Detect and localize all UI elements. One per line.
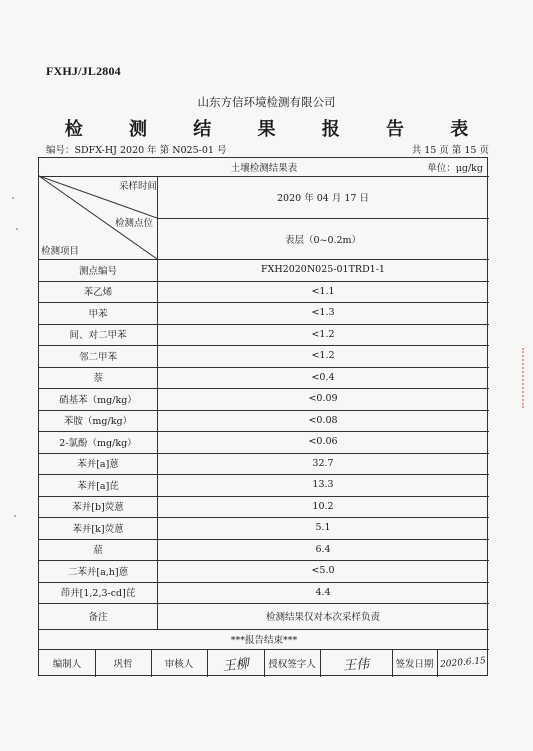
row-value: <0.09 [308,393,338,405]
row-value: <5.0 [311,565,335,577]
sampling-layer: 表层（0~0.2m） [284,234,362,246]
table-rule [157,324,158,346]
table-rule [157,302,158,324]
scan-speck [16,228,18,230]
row-value: <1.2 [311,350,335,362]
table-caption: 土壤检测结果表 [230,163,298,174]
row-value: <1.3 [311,307,335,319]
row-item: 间、对二甲苯 [69,330,127,342]
scan-speck [12,197,14,199]
report-end-note: ***报告结束*** [230,635,298,646]
results-table [38,157,488,676]
row-value: 10.2 [312,500,334,512]
table-rule [157,345,158,367]
table-rule [157,560,158,582]
row-value: 13.3 [312,479,334,491]
report-number: 编号：SDFX-HJ 2020 年 第 N025-01 号 [46,145,227,156]
table-rule [157,474,158,496]
row-item: 苯并[k]荧蒽 [72,523,124,535]
table-rule [157,496,158,518]
row-value: 检测结果仅对本次采样负责 [265,612,380,623]
row-item: 测点编号 [78,265,117,277]
row-value: <0.06 [308,436,338,448]
authorizer-signature: 王伟 [342,656,370,674]
scan-speck [14,515,16,517]
table-rule [157,259,158,281]
edge-stamp-mark [522,348,533,408]
row-item: 二苯并[a,h]蒽 [67,566,129,578]
company-name: 山东方信环境检测有限公司 [197,95,336,109]
row-item: 苯并[a]蒽 [77,459,119,471]
table-rule [157,603,158,629]
table-rule [157,582,158,604]
row-item: 甲苯 [88,308,108,320]
table-rule [157,517,158,539]
row-item: 硝基苯（mg/kg） [59,394,137,406]
row-item: 苯并[a]芘 [77,480,119,492]
issue-date-label: 签发日期 [395,659,434,670]
table-rule [157,453,158,475]
table-rule [157,388,158,410]
document-code: FXHJ/JL2804 [46,64,121,78]
authorizer-label: 授权签字人 [268,659,316,670]
table-rule [157,281,158,303]
row-value: <0.08 [308,414,338,426]
row-value: 6.4 [315,543,331,555]
compiler-name: 巩哲 [113,659,133,670]
table-rule [157,431,158,453]
row-item: 邻二甲苯 [78,351,117,363]
issue-date-signature: 2020.6.15 [439,656,487,670]
row-item: 萘 [93,373,103,385]
row-value: 4.4 [315,586,331,598]
header-sampling-point: 检测点位 [114,218,153,229]
row-item: 苯乙烯 [83,287,113,299]
row-value: <1.2 [311,328,335,340]
row-value: 5.1 [315,522,331,534]
reviewer-signature: 王柳 [221,656,250,674]
table-unit: 单位：μg/kg [427,163,483,174]
row-item: 2-氯酚（mg/kg） [59,437,137,449]
page-count: 共 15 页 第 15 页 [411,145,489,156]
compiler-label: 编制人 [52,659,82,670]
row-item: 苯胺（mg/kg） [63,416,133,428]
row-item: 䓛 [93,545,103,557]
table-rule [157,367,158,389]
report-title: 检 测 结 果 报 告 表 [64,119,489,140]
row-value: <0.4 [311,371,335,383]
header-sampling-time: 采样时间 [118,181,157,192]
row-value: FXH2020N025-01TRD1-1 [261,264,385,276]
sampling-date: 2020 年 04 月 17 日 [277,193,369,204]
row-item: 茚并[1,2,3-cd]芘 [60,588,136,600]
header-test-item: 检测项目 [41,246,80,257]
row-item: 苯并[b]荧蒽 [72,502,124,514]
reviewer-label: 审核人 [164,659,194,670]
row-value: 32.7 [312,457,334,469]
table-rule [157,539,158,561]
table-rule [157,410,158,432]
row-item: 备注 [88,612,108,623]
row-value: <1.1 [311,285,335,297]
